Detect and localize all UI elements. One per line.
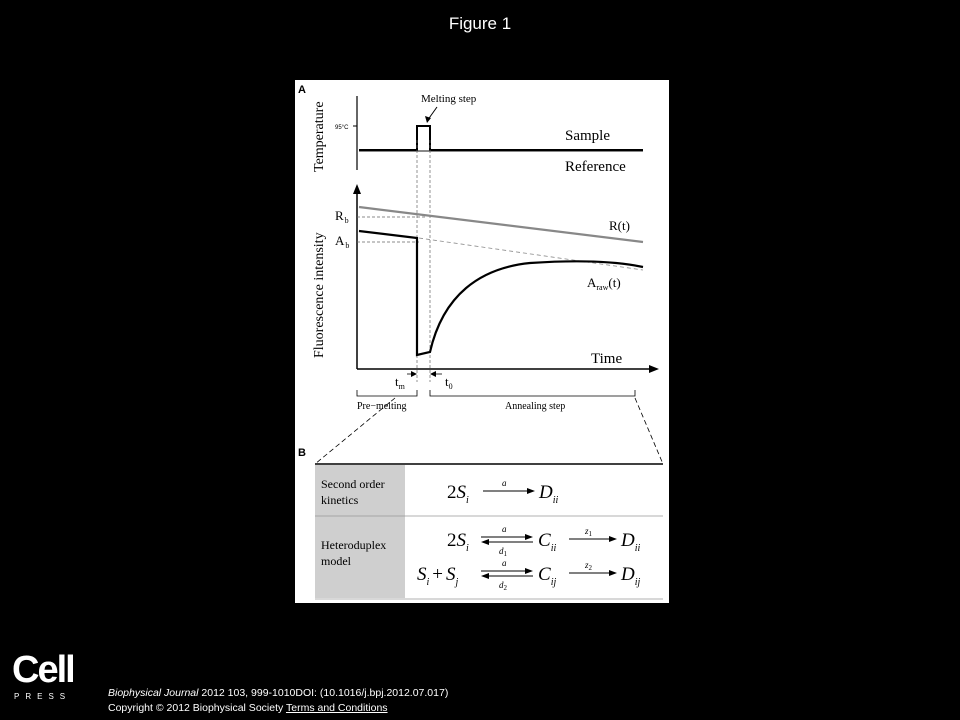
annealing-bracket bbox=[430, 390, 635, 396]
fluor-ylabel: Fluorescence intensity bbox=[312, 232, 327, 358]
row2-label-line2: model bbox=[321, 554, 351, 568]
melting-step-label: Melting step bbox=[421, 93, 477, 105]
eq3-reverse-head bbox=[481, 573, 489, 579]
temp-tick: 95°C bbox=[335, 125, 349, 131]
eq3-reactant: $S_i + S_j$ bbox=[417, 564, 459, 588]
eq2-reverse-head bbox=[481, 539, 489, 545]
eq2-z-rate: $z_1$ bbox=[585, 526, 593, 538]
ab-label: $A_b$ bbox=[335, 233, 350, 250]
eq2-z-head bbox=[609, 536, 617, 542]
rt-label: R(t) bbox=[609, 218, 630, 233]
panel-b-label: B bbox=[298, 447, 306, 459]
eq1-reactant: $2S_i$ bbox=[447, 482, 469, 506]
eq3-z-rate: $z_2$ bbox=[585, 560, 593, 572]
zoom-line-right bbox=[635, 398, 663, 464]
journal-name: Biophysical Journal bbox=[108, 687, 199, 699]
eq3-z-head bbox=[609, 570, 617, 576]
eq1-rate: a bbox=[502, 478, 507, 488]
t0-label: $t_0$ bbox=[445, 374, 453, 391]
pre-melting-bracket bbox=[357, 390, 417, 396]
araw-label: $A_{raw}(t)$ bbox=[587, 275, 621, 292]
tm-label: $t_m$ bbox=[395, 374, 405, 391]
pre-melting-label: Pre−melting bbox=[357, 401, 407, 412]
logo-sub: PRESS bbox=[14, 692, 72, 701]
eq3-forward-rate: a bbox=[502, 558, 507, 568]
cell-press-logo bbox=[12, 649, 82, 705]
row1-label-line2: kinetics bbox=[321, 493, 359, 507]
figure-panel bbox=[295, 80, 669, 603]
citation-details: 2012 103, 999-1010DOI: (10.1016/j.bpj.2012.07.017) bbox=[198, 687, 449, 699]
annealing-label: Annealing step bbox=[505, 401, 566, 412]
temp-ylabel: Temperature bbox=[312, 101, 327, 172]
copyright-text: Copyright © 2012 Biophysical Society bbox=[108, 702, 286, 714]
araw-curve bbox=[359, 231, 643, 355]
eq3-forward-head bbox=[525, 568, 533, 574]
eq1-arrow-head bbox=[527, 488, 535, 494]
terms-link[interactable]: Terms and Conditions bbox=[285, 702, 388, 714]
eq2-forward-head bbox=[525, 534, 533, 540]
eq2-product: $D_{ii}$ bbox=[621, 530, 641, 554]
rb-label: $R_b$ bbox=[335, 208, 349, 225]
time-label: Time bbox=[591, 351, 623, 367]
eq2-forward-rate: a bbox=[502, 524, 507, 534]
eq3-product: $D_{ij}$ bbox=[621, 564, 641, 588]
sample-label: Sample bbox=[565, 128, 610, 144]
time-x-arrow bbox=[649, 365, 659, 373]
eq1-product: $D_{ii}$ bbox=[539, 482, 559, 506]
citation bbox=[108, 686, 448, 716]
eq2-intermediate: $C_{ii}$ bbox=[538, 530, 557, 554]
copyright-line bbox=[108, 701, 448, 716]
fluor-y-arrow bbox=[353, 184, 361, 194]
figure-svg bbox=[295, 80, 669, 603]
tm-arrow-head bbox=[411, 371, 417, 377]
baseline-extrapolation bbox=[419, 238, 643, 270]
row2-label-line1: Heteroduplex bbox=[321, 538, 387, 552]
citation-line bbox=[108, 686, 448, 701]
figure-title: Figure 1 bbox=[448, 14, 512, 33]
panel-a-label: A bbox=[298, 84, 306, 96]
eq3-reverse-rate: $d_2$ bbox=[499, 580, 507, 592]
row1-label-line1: Second order bbox=[321, 477, 385, 491]
logo-word: Cell bbox=[12, 649, 74, 691]
eq2-reverse-rate: $d_1$ bbox=[499, 546, 507, 558]
t0-arrow-head bbox=[430, 371, 436, 377]
reference-label: Reference bbox=[565, 159, 626, 175]
eq3-intermediate: $C_{ij}$ bbox=[538, 564, 557, 588]
eq2-reactant: $2S_i$ bbox=[447, 530, 469, 554]
